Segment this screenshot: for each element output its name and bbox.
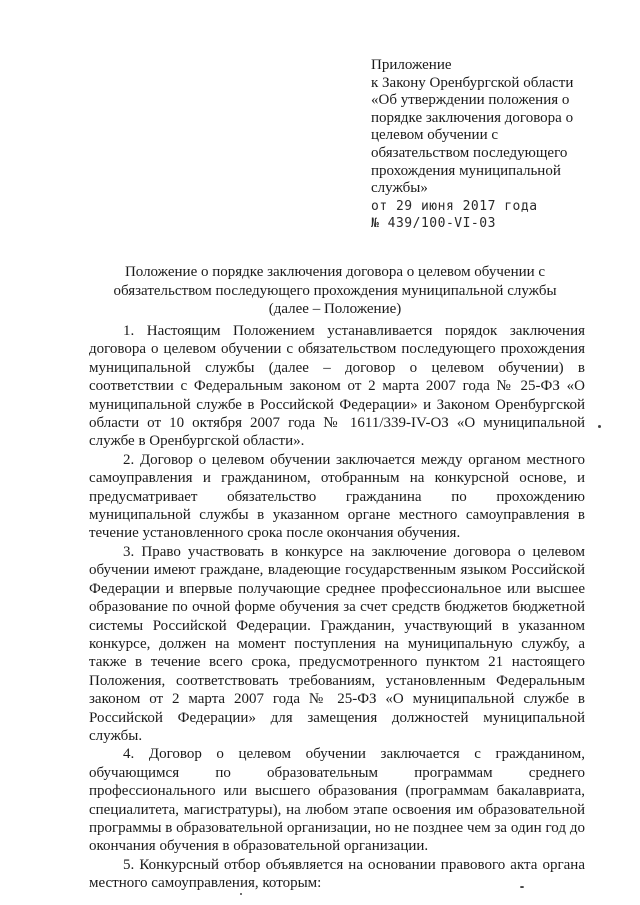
appendix-number: № 439/100-VI-03	[371, 216, 496, 232]
appendix-line: службы»	[371, 180, 428, 197]
appendix-line: прохождения муниципальной	[371, 162, 561, 179]
title-line: обязательством последующего прохождения муниципальной службы	[113, 282, 557, 299]
paragraph-3: 3. Право участвовать в конкурсе на заключение договора о целевом обучении имеют граждане, владеющие государственным языком Российской Федерации и впервые получающие среднее профессиональное или высшее образование по очной форме обучения за счет средств бюджетов бюджетной системы Российской Федерации. Гражданин, участвующий в указанном конкурсе, должен на момент поступления на муниципальную службу, а также в течение всего срока, предусмотренного пунктом 21 настоящего Положения, соответствовать требованиям, установленным Федеральным законом от 2 марта 2007 года № 25-ФЗ «О муниципальной службе в Российской Федерации» для замещения должностей муниципальной службы.	[89, 543, 585, 744]
appendix-header	[371, 57, 611, 233]
paragraph-4: 4. Договор о целевом обучении заключается с гражданином, обучающимся по образовательным программам среднего профессионального или высшего образования (программам бакалавриата, специалитета, магистратуры), на любом этапе освоения им образовательной программы в образовательной организации, но не позднее чем за один год до окончания обучения в образовательной организации.	[89, 746, 585, 855]
scan-speck	[598, 425, 601, 428]
appendix-line: целевом обучении с	[371, 127, 499, 144]
scan-speck	[520, 886, 524, 888]
document-title	[90, 263, 580, 319]
appendix-line: порядке заключения договора о	[371, 109, 574, 126]
title-line: (далее – Положение)	[268, 301, 402, 317]
appendix-line: «Об утверждении положения о	[371, 92, 570, 109]
paragraph-2: 2. Договор о целевом обучении заключается между органом местного самоуправления и гражданином, отобранным на конкурсной основе, и предусматривает обязательство гражданина по прохождению муниципальной службы в указанном органе местного самоуправления в течение установленного срока после окончания обучения.	[89, 451, 585, 542]
document-body	[89, 322, 585, 893]
appendix-date: от 29 июня 2017 года	[371, 198, 538, 214]
scan-speck	[240, 893, 242, 895]
appendix-line: к Закону Оренбургской области	[371, 74, 574, 91]
appendix-line: обязательством последующего	[371, 144, 568, 161]
title-line: Положение о порядке заключения договора о целевом обучении с	[124, 264, 546, 280]
appendix-line: Приложение	[371, 57, 452, 73]
paragraph-1: 1. Настоящим Положением устанавливается порядок заключения договора о целевом обучении с обязательством последующего прохождения муниципальной службы (далее – договор о целевом обучении) в соответствии с Федеральным законом от 2 марта 2007 года № 25-ФЗ «О муниципальной службе в Российской Федерации» и Законом Оренбургской области от 10 октября 2007 года № 1611/339-IV-ОЗ «О муниципальной службе в Оренбургской области».	[89, 323, 585, 450]
paragraph-5: 5. Конкурсный отбор объявляется на основании правового акта органа местного самоуправления, которым:	[89, 856, 585, 892]
